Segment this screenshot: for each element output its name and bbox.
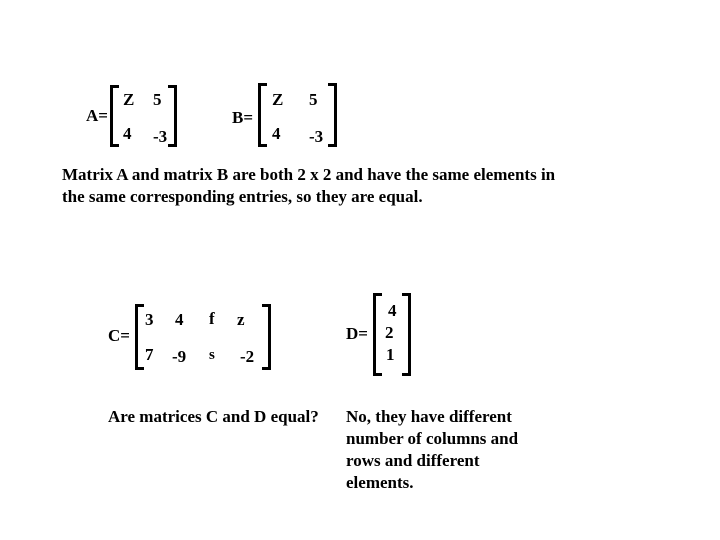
matrix-c-cell: 4 bbox=[175, 310, 184, 329]
matrix-c-cell: f bbox=[209, 309, 215, 328]
matrix-a-right-bracket bbox=[168, 85, 177, 147]
matrix-a-cell: -3 bbox=[153, 127, 168, 146]
matrix-d-cell: 1 bbox=[386, 345, 395, 364]
matrix-a-cell: 5 bbox=[153, 90, 162, 109]
matrix-b-left-bracket bbox=[258, 83, 267, 147]
matrix-b-cell: Z bbox=[272, 90, 284, 109]
matrix-b-right-bracket bbox=[328, 83, 337, 147]
matrix-c-cell: -2 bbox=[240, 347, 255, 366]
matrix-d-cell: 2 bbox=[385, 323, 394, 342]
matrix-d-cell: 4 bbox=[388, 301, 397, 320]
matrix-a-label: A= bbox=[86, 106, 108, 125]
matrix-a-left-bracket bbox=[110, 85, 119, 147]
matrix-d-right-bracket bbox=[402, 293, 411, 376]
matrix-c-cell: s bbox=[209, 347, 215, 363]
matrix-c-cell: 3 bbox=[145, 310, 154, 329]
matrix-b-label: B= bbox=[232, 108, 254, 127]
matrix-b-cell: -3 bbox=[309, 127, 324, 146]
question-text: Are matrices C and D equal? bbox=[108, 407, 319, 426]
answer-line: No, they have different bbox=[346, 407, 512, 426]
matrix-c-cell: 7 bbox=[145, 345, 154, 364]
matrix-b-cell: 4 bbox=[272, 124, 281, 143]
matrix-c-cell: z bbox=[237, 310, 245, 329]
answer-line: rows and different bbox=[346, 451, 480, 470]
matrix-c-cell: -9 bbox=[172, 347, 187, 366]
matrix-b-cell: 5 bbox=[309, 90, 318, 109]
explanation-line-2: the same corresponding entries, so they are equal. bbox=[62, 187, 423, 206]
matrix-c-label: C= bbox=[108, 326, 130, 345]
matrix-d-left-bracket bbox=[373, 293, 382, 376]
matrix-a-cell: Z bbox=[123, 90, 135, 109]
answer-line: number of columns and bbox=[346, 429, 519, 448]
explanation-line-1: Matrix A and matrix B are both 2 x 2 and have the same elements in bbox=[62, 165, 556, 184]
matrix-c-left-bracket bbox=[135, 304, 144, 370]
matrix-c-right-bracket bbox=[262, 304, 271, 370]
matrix-a-cell: 4 bbox=[123, 124, 132, 143]
answer-line: elements. bbox=[346, 473, 414, 492]
matrix-d-label: D= bbox=[346, 324, 368, 343]
